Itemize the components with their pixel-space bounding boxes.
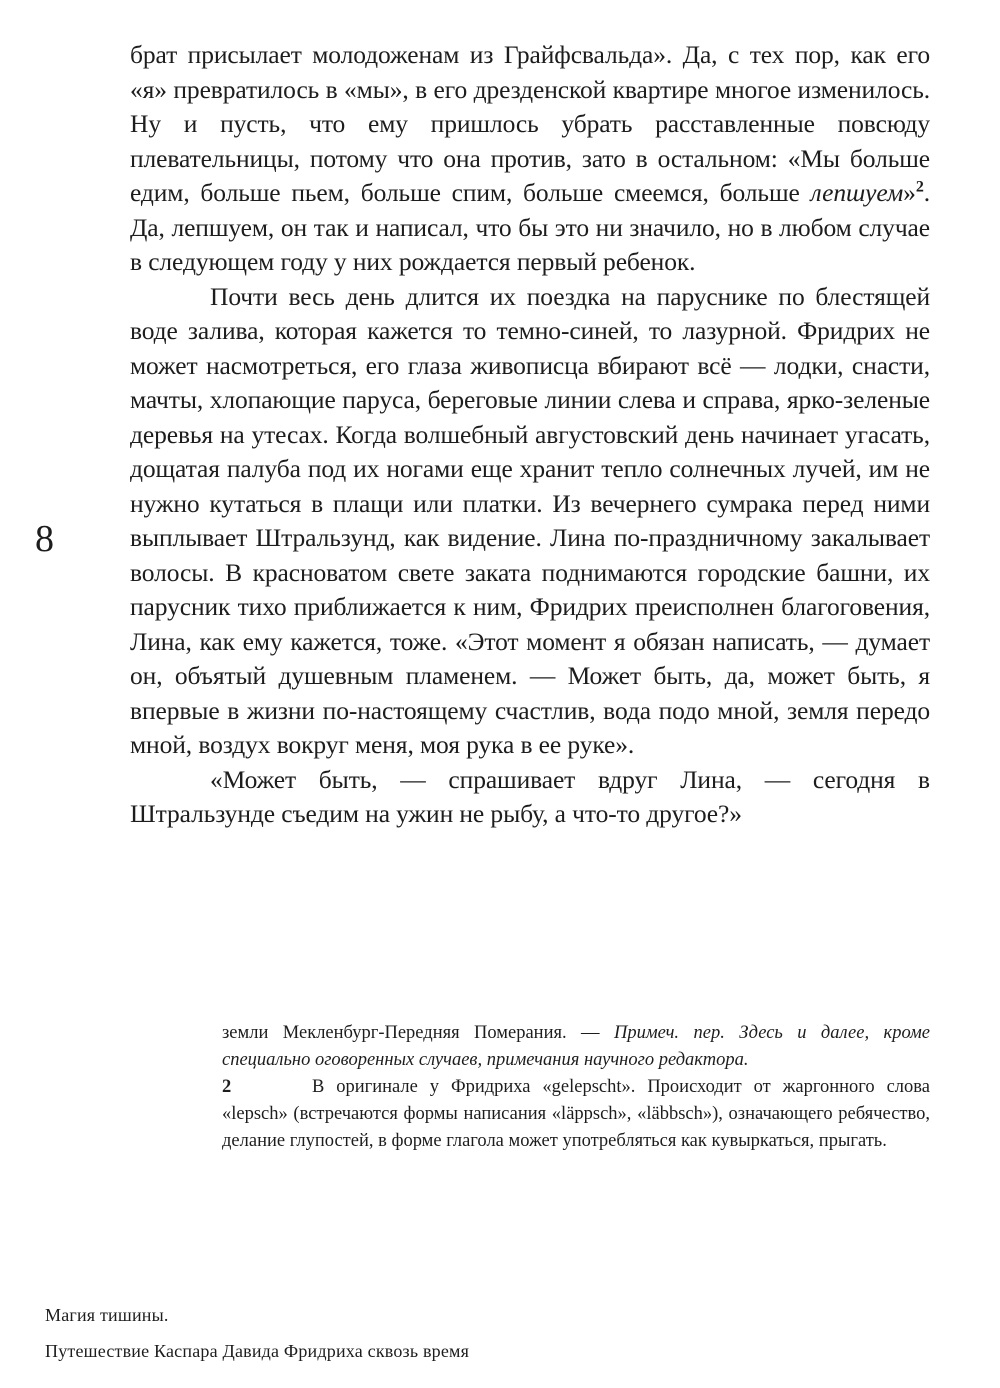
running-footer <box>45 1297 469 1369</box>
footnote-continuation <box>222 1020 930 1074</box>
footnote-ref[interactable]: 2 <box>915 178 924 196</box>
closing-quote: » <box>903 178 916 207</box>
paragraph-1-tail: . Да, лепшуем, он так и написал, что бы это ни значило, но в любом случае в следующем году у них рождается первый ребенок. <box>130 178 930 276</box>
footnote-2-text: В оригинале у Фридриха «gelepscht». Происходит от жаргонного слова «lepsch» (встречаются формы написания «läppsch», «läbbsch»), означающего ребячество, делание глупостей, в форме глагола может употребляться как кувыркаться, прыгать. <box>222 1077 930 1151</box>
paragraph-3: «Может быть, — спрашивает вдруг Лина, — сегодня в Штральзунде съедим на ужин не рыбу, а что-то другое?» <box>130 764 930 828</box>
paragraph-1-text: брат присылает молодоженам из Грайфсвальда». Да, с тех пор, как его «я» превратилось в «мы», в его дрезденской квартире многое изменилось. Ну и пусть, что ему пришлось убрать расставленные повсюду плевательницы, потому что она против, зато в остальном: «Мы больше едим, больше пьем, больше спим, больше смеемся, больше <box>130 40 930 207</box>
book-subtitle: Путешествие Каспара Давида Фридриха сквозь время <box>45 1341 470 1361</box>
page-number: 8 <box>35 518 54 560</box>
paragraph-2: Почти весь день длится их поездка на паруснике по блестящей воде залива, которая кажется то темно-синей, то лазурной. Фридрих не может насмотреться, его глаза живописца вбирают всё — лодки, снасти, мачты, хлопающие паруса, береговые линии слева и справа, ярко-зеленые деревья на утесах. Когда волшебный августовский день начинает угасать, дощатая палуба под их ногами еще хранит тепло солнечных лучей, им не нужно кутаться в плащи или платки. Из вечернего сумрака перед ними выплывает Штральзунд, как видение. Лина по-праздничному закалывает волосы. В красноватом свете заката поднимаются городские башни, их парусник тихо приближается к ним, Фридрих преисполнен благоговения, Лина, как ему кажется, тоже. «Этот момент я обязан написать, — думает он, объятый душевным пламенем. — Может быть, да, может быть, я впервые в жизни по-настоящему счастлив, вода подо мной, земля передо мной, воздух вокруг меня, моя рука в ее руке». <box>130 281 930 759</box>
body-text <box>130 38 930 832</box>
emphasis-word: лепшуем <box>810 178 904 207</box>
book-title: Магия тишины. <box>45 1305 169 1325</box>
footnote-continuation-note: Примеч. пер. Здесь и далее, кроме специально оговоренных случаев, примечания научного редактора. <box>222 1023 931 1070</box>
footnote-continuation-text: земли Мекленбург-Передняя Померания. — <box>222 1023 614 1043</box>
paragraph-1 <box>130 38 930 280</box>
footnote-2-number: 2 <box>222 1077 232 1097</box>
footnotes <box>222 1020 930 1155</box>
footnote-2 <box>222 1074 930 1155</box>
